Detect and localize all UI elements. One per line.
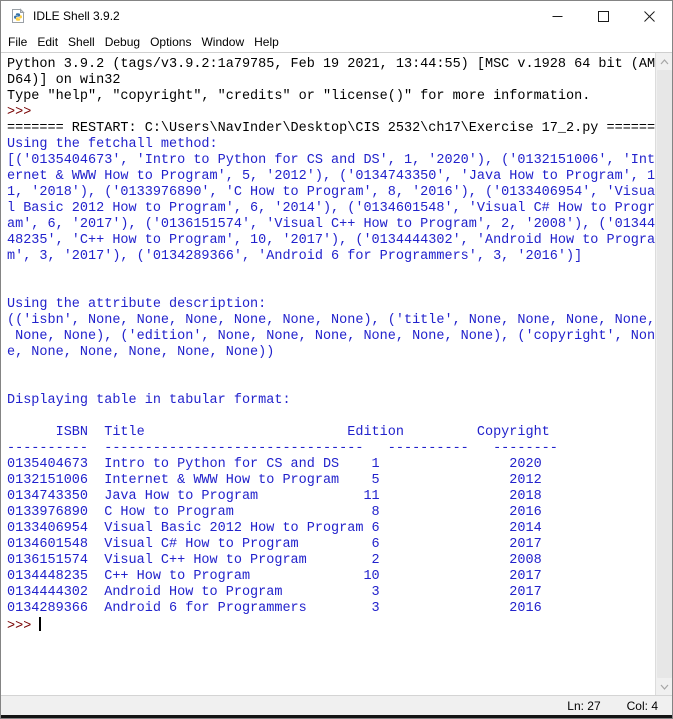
minimize-button[interactable] <box>534 1 580 31</box>
scrollbar-thumb[interactable] <box>657 70 672 678</box>
shell-line: [('0135404673', 'Intro to Python for CS and DS', 1, '2020'), ('0132151006', 'Int <box>7 153 655 168</box>
close-button[interactable] <box>626 1 672 31</box>
shell-line <box>7 361 655 377</box>
shell-line: D64)] on win32 <box>7 73 121 88</box>
shell-line: >>> <box>7 105 40 120</box>
shell-line: 0134448235 C++ How to Program 10 2017 <box>7 569 542 584</box>
shell-line: 0134444302 Android How to Program 3 2017 <box>7 585 542 600</box>
shell-line: 0133976890 C How to Program 8 2016 <box>7 505 542 520</box>
menu-item-file[interactable]: File <box>8 34 28 49</box>
scroll-down-icon[interactable] <box>656 678 672 695</box>
shell-line: ernet & WWW How to Program', 5, '2012'), ('0134743350', 'Java How to Program', 1 <box>7 169 655 184</box>
content-area <box>1 53 672 695</box>
title-bar[interactable] <box>1 1 672 31</box>
shell-line: None, None), ('edition', None, None, None, None, None, None), ('copyright', Non <box>7 329 655 344</box>
shell-line: 1, '2018'), ('0133976890', 'C How to Program', 8, '2016'), ('0133406954', 'Visua <box>7 185 655 200</box>
shell-line: 0132151006 Internet & WWW How to Program 5 2012 <box>7 473 542 488</box>
vertical-scrollbar[interactable] <box>655 53 672 695</box>
maximize-button[interactable] <box>580 1 626 31</box>
menu-item-help[interactable]: Help <box>254 34 279 49</box>
menu-item-edit[interactable]: Edit <box>37 34 59 49</box>
status-line-number: Ln: 27 <box>567 698 601 713</box>
menu-item-window[interactable]: Window <box>201 34 245 49</box>
shell-line: e, None, None, None, None, None)) <box>7 345 275 360</box>
shell-line: Using the fetchall method: <box>7 137 218 152</box>
window-bottom-edge <box>1 715 672 718</box>
shell-line: >>> <box>7 619 40 634</box>
menu-item-shell[interactable]: Shell <box>68 34 95 49</box>
status-column-number: Col: 4 <box>626 698 658 713</box>
menu-item-debug[interactable]: Debug <box>104 34 141 49</box>
scroll-up-icon[interactable] <box>656 53 672 70</box>
shell-line <box>7 409 655 425</box>
shell-line: 0135404673 Intro to Python for CS and DS 1 2020 <box>7 457 542 472</box>
shell-line: 0134289366 Android 6 for Programmers 3 2016 <box>7 601 542 616</box>
shell-text-area[interactable] <box>1 53 655 695</box>
shell-line: Displaying table in tabular format: <box>7 393 291 408</box>
shell-line: 0134743350 Java How to Program 11 2018 <box>7 489 542 504</box>
text-cursor <box>39 617 41 631</box>
shell-line <box>7 377 655 393</box>
shell-line: ---------- -------------------------------- ---------- -------- <box>7 441 558 456</box>
shell-line: l Basic 2012 How to Program', 6, '2014'), ('0134601548', 'Visual C# How to Progr <box>7 201 655 216</box>
shell-line: 0136151574 Visual C++ How to Program 2 2008 <box>7 553 542 568</box>
shell-line: (('isbn', None, None, None, None, None, None), ('title', None, None, None, None, <box>7 313 655 328</box>
idle-app-icon <box>10 8 26 24</box>
shell-line: ======= RESTART: C:\Users\NavInder\Desktop\CIS 2532\ch17\Exercise 17_2.py ====== <box>7 121 655 136</box>
status-bar <box>1 695 672 715</box>
menu-item-options[interactable]: Options <box>150 34 192 49</box>
shell-line: am', 6, '2017'), ('0136151574', 'Visual C++ How to Program', 2, '2008'), ('01344 <box>7 217 655 232</box>
shell-line <box>7 265 655 281</box>
shell-line: m', 3, '2017'), ('0134289366', 'Android 6 for Programmers', 3, '2016')] <box>7 249 583 264</box>
shell-line: 48235', 'C++ How to Program', 10, '2017'), ('0134444302', 'Android How to Progra <box>7 233 655 248</box>
shell-line: Type "help", "copyright", "credits" or "license()" for more information. <box>7 89 591 104</box>
shell-line: ISBN Title Edition Copyright <box>7 425 550 440</box>
menubar <box>1 31 672 53</box>
shell-line: 0134601548 Visual C# How to Program 6 2017 <box>7 537 542 552</box>
shell-line: Using the attribute description: <box>7 297 267 312</box>
shell-line <box>7 281 655 297</box>
window-title: IDLE Shell 3.9.2 <box>33 9 120 23</box>
window-controls <box>534 1 672 31</box>
shell-line: 0133406954 Visual Basic 2012 How to Program 6 2014 <box>7 521 542 536</box>
shell-line: Python 3.9.2 (tags/v3.9.2:1a79785, Feb 19 2021, 13:44:55) [MSC v.1928 64 bit (AM <box>7 57 655 72</box>
